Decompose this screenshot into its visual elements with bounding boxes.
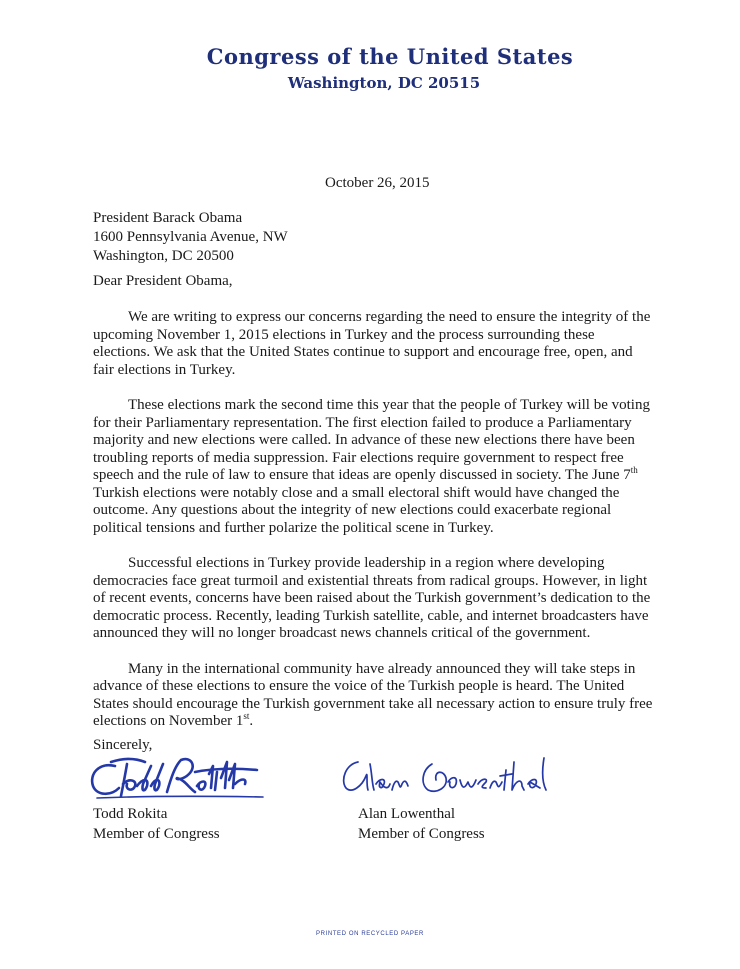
recycled-paper-footer: PRINTED ON RECYCLED PAPER — [316, 931, 424, 937]
signer-title: Member of Congress — [358, 826, 485, 842]
salutation: Dear President Obama, — [93, 273, 233, 289]
paragraph-2-text-b: Turkish elections were notably close and a small electoral shift would have changed the outcome. Any questions about the integrity of new elections could exacerbate regional political tensions and further polarize the political scene in Turkey. — [93, 484, 620, 536]
ordinal-suffix: th — [630, 465, 638, 475]
body-paragraph-4 — [93, 661, 653, 731]
letterhead-title: Congress of the United States — [206, 44, 574, 69]
signer-title: Member of Congress — [93, 826, 220, 842]
letterhead — [0, 44, 740, 92]
letter-body — [93, 309, 653, 749]
signer-block-rokita — [93, 804, 220, 844]
signer-name: Todd Rokita — [93, 806, 168, 822]
signature-ink — [344, 758, 546, 791]
recipient-name: President Barack Obama — [93, 210, 243, 226]
signer-block-lowenthal — [358, 804, 485, 844]
ordinal-suffix: st — [243, 711, 250, 721]
body-paragraph-2 — [93, 397, 653, 537]
paragraph-4-text-a: Many in the international community have already announced they will take steps in advance of these elections to ensure the voice of the Turkish people is heard. The United States should encourage the Turkish government take all necessary action to ensure truly free elections on November 1 — [93, 660, 653, 729]
recipient-street: 1600 Pennsylvania Avenue, NW — [93, 229, 288, 245]
body-paragraph-3: Successful elections in Turkey provide leadership in a region where developing democracies face great turmoil and existential threats from radical groups. However, in light of recent events, concerns have been raised about the Turkish government’s dedication to the democratic process. Recently, leading Turkish satellite, cable, and internet broadcasters have announced they will no longer broadcast news channels critical of the government. — [93, 555, 651, 641]
recipient-city: Washington, DC 20500 — [93, 248, 234, 264]
paragraph-2-text-a: These elections mark the second time this year that the people of Turkey will be voting for their Parliamentary representation. The first election failed to produce a Parliamentary majority and new elections were called. In advance of these new elections there have been troubling reports of media suppression. Fair elections require government to respect free speech and the rule of law to ensure that ideas are openly discussed in society. The June 7 — [93, 397, 650, 483]
signature-todd-rokita — [85, 752, 270, 804]
recipient-address — [93, 209, 288, 266]
signature-ink — [92, 759, 263, 798]
letterhead-address: Washington, DC 20515 — [287, 74, 481, 92]
signer-name: Alan Lowenthal — [358, 806, 456, 822]
body-paragraph-1: We are writing to express our concerns regarding the need to ensure the integrity of the upcoming November 1, 2015 elections in Turkey and the process surrounding these elections. We ask that the United States continue to support and encourage free, open, and fair elections in Turkey. — [93, 309, 651, 378]
paragraph-4-text-b: . — [249, 713, 254, 729]
signature-alan-lowenthal — [336, 750, 566, 806]
closing: Sincerely, — [93, 737, 153, 753]
letter-date: October 26, 2015 — [325, 175, 430, 191]
